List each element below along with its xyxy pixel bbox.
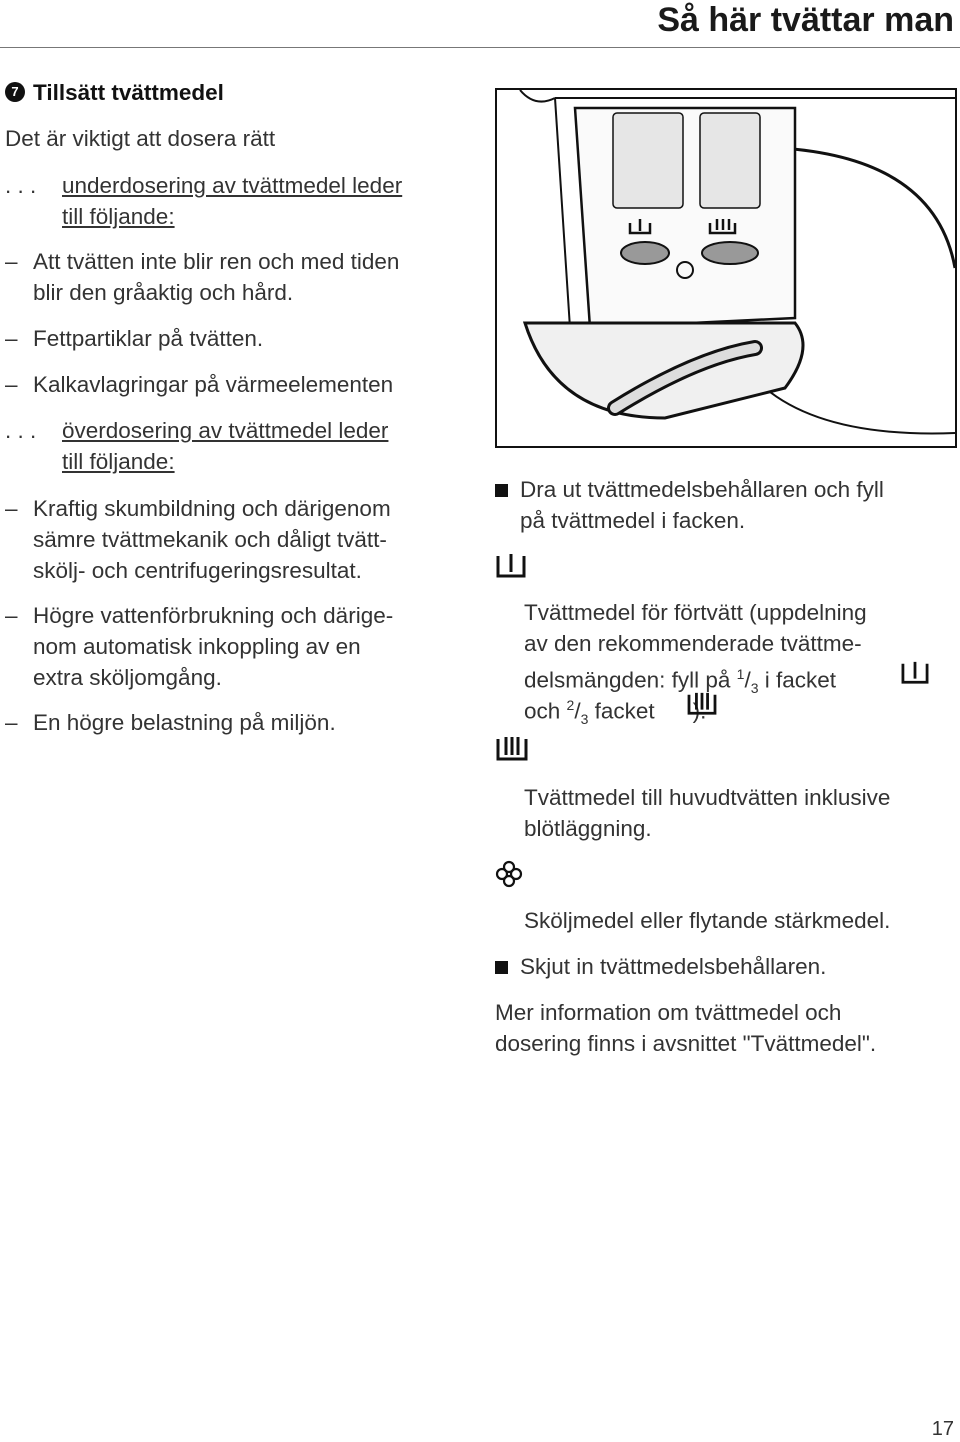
overdosing-item-2-line2: nom automatisk inkoppling av en <box>33 634 361 659</box>
step-pull-out-line1: Dra ut tvättmedelsbehållaren och fyll <box>520 477 884 502</box>
underdosing-item-1-line2: blir den gråaktig och hård. <box>33 280 294 305</box>
prewash-line4-close: ). <box>692 698 707 724</box>
more-info-line2: dosering finns i avsnittet "Tvättmedel". <box>495 1031 877 1056</box>
more-info-line1: Mer information om tvättmedel och <box>495 1000 842 1025</box>
dash-marker: – <box>5 603 18 628</box>
softener-line1: Sköljmedel eller flytande stärkmedel. <box>524 908 891 933</box>
prewash-compartment-icon <box>900 660 930 686</box>
mainwash-compartment-icon <box>686 691 718 717</box>
fraction-slash: / <box>744 667 751 693</box>
prewash-compartment-icon <box>495 552 527 580</box>
fraction-denominator: 3 <box>580 711 589 727</box>
page-number: 17 <box>931 1418 954 1440</box>
bullet-square <box>495 484 508 497</box>
mainwash-compartment-icon <box>495 735 529 763</box>
fraction-denominator: 3 <box>750 680 759 696</box>
step-pull-out-line2: på tvättmedel i facken. <box>520 508 746 533</box>
overdosing-heading-line1: överdosering av tvättmedel leder <box>62 418 389 443</box>
step-number-badge: 7 <box>5 82 25 102</box>
overdosing-item-1-line2: sämre tvättmekanik och dåligt tvätt- <box>33 527 387 552</box>
prewash-line4 <box>524 690 706 735</box>
overdosing-item-2-line1: Högre vattenförbrukning och därige- <box>33 603 394 628</box>
fabric-softener-flower-icon <box>495 860 523 888</box>
dash-marker: – <box>5 710 18 735</box>
section-heading: Tillsätt tvättmedel <box>33 80 224 105</box>
overdosing-item-1-line1: Kraftig skumbildning och därigenom <box>33 496 391 521</box>
page-header-title: Så här tvättar man <box>657 1 954 39</box>
dash-marker: – <box>5 372 18 397</box>
ellipsis-marker: . . . <box>5 418 37 443</box>
fraction-numerator: 1 <box>736 666 745 682</box>
dash-marker: – <box>5 326 18 351</box>
underdosing-item-3: Kalkavlagringar på värmeelementen <box>33 372 394 397</box>
mainwash-line2: blötläggning. <box>524 816 652 841</box>
detergent-drawer-illustration <box>495 88 957 448</box>
prewash-line1: Tvättmedel för förtvätt (uppdelning <box>524 600 867 625</box>
prewash-line4-suffix: facket <box>588 698 655 724</box>
mainwash-line1: Tvättmedel till huvudtvätten inklusive <box>524 785 891 810</box>
header-divider <box>0 47 960 48</box>
underdosing-item-2: Fettpartiklar på tvätten. <box>33 326 264 351</box>
overdosing-heading-line2: till följande: <box>62 449 175 474</box>
step-push-in: Skjut in tvättmedelsbehållaren. <box>520 954 827 979</box>
prewash-line4-text: och <box>524 698 567 724</box>
ellipsis-marker: . . . <box>5 173 37 198</box>
prewash-line2: av den rekommenderade tvättme- <box>524 631 862 656</box>
fraction-numerator: 2 <box>566 697 575 713</box>
dash-marker: – <box>5 249 18 274</box>
prewash-line3-suffix: i facket <box>758 667 837 693</box>
fraction-slash: / <box>574 698 581 724</box>
overdosing-item-1-line3: skölj- och centrifugeringsresultat. <box>33 558 362 583</box>
intro-text: Det är viktigt att dosera rätt <box>5 126 276 151</box>
prewash-line3-text: delsmängden: fyll på <box>524 667 737 693</box>
underdosing-item-1-line1: Att tvätten inte blir ren och med tiden <box>33 249 400 274</box>
overdosing-item-3: En högre belastning på miljön. <box>33 710 336 735</box>
underdosing-heading-line2: till följande: <box>62 204 175 229</box>
bullet-square <box>495 961 508 974</box>
overdosing-item-2-line3: extra sköljomgång. <box>33 665 222 690</box>
underdosing-heading-line1: underdosering av tvättmedel leder <box>62 173 403 198</box>
dash-marker: – <box>5 496 18 521</box>
